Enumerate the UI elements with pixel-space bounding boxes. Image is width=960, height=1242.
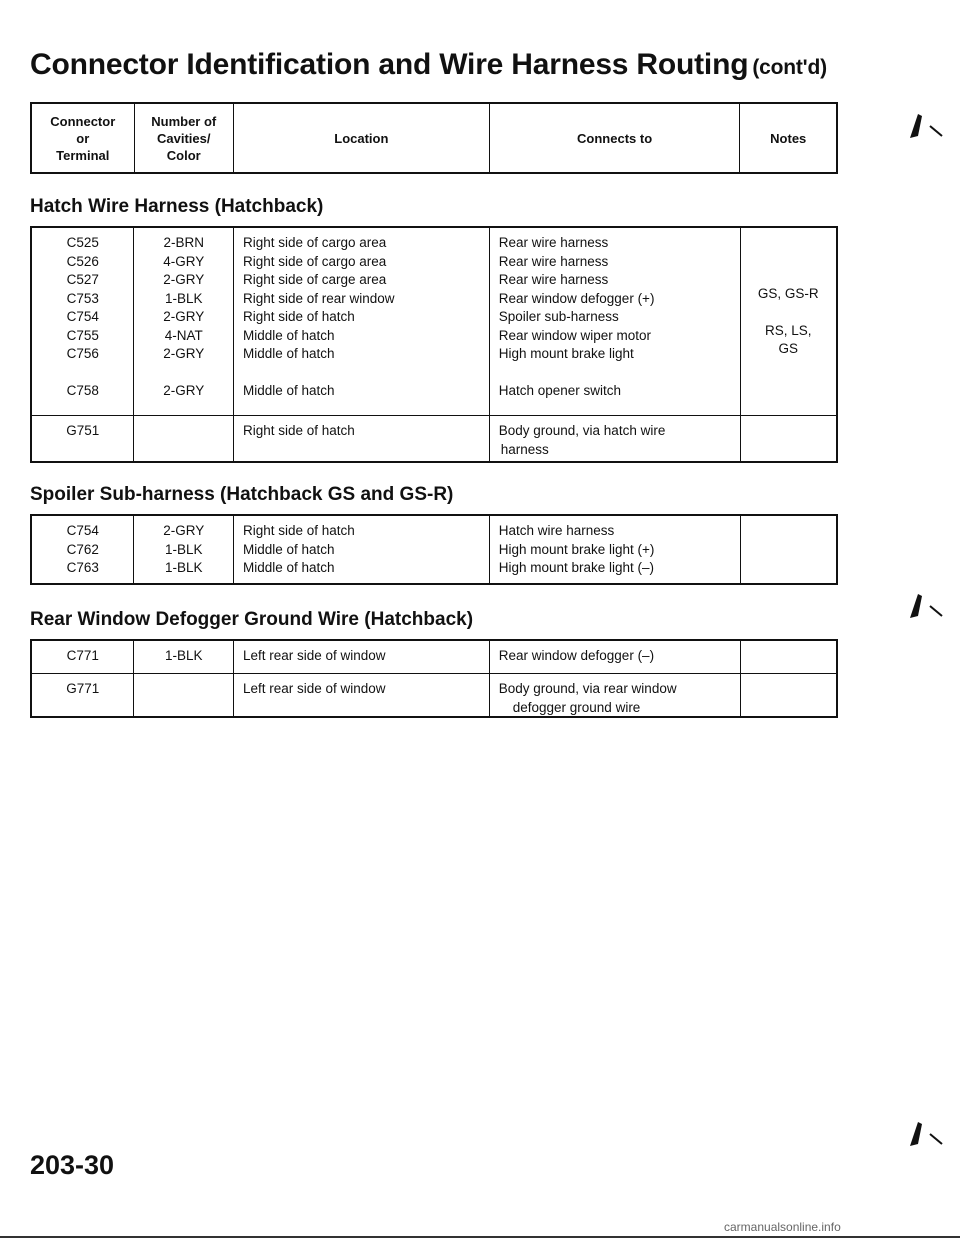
cell-connects-to bbox=[490, 641, 741, 673]
connects-to-value: Rear wire harness bbox=[498, 253, 609, 269]
connector-id: C525 bbox=[66, 235, 99, 250]
location-value: Left rear side of window bbox=[242, 681, 386, 696]
connector-id: C527 bbox=[66, 272, 99, 287]
cell-connects-to bbox=[490, 228, 741, 415]
location-value: Middle of hatch bbox=[242, 541, 335, 557]
table-row bbox=[32, 641, 836, 673]
table-row bbox=[32, 415, 836, 461]
notes-value: RS, LS, bbox=[764, 322, 812, 338]
cavities-value: 1-BLK bbox=[164, 648, 203, 663]
location-value: Middle of hatch bbox=[242, 346, 335, 361]
location-value: Right side of hatch bbox=[242, 423, 355, 438]
binder-mark-icon bbox=[908, 592, 922, 614]
location-value: Right side of hatch bbox=[242, 309, 355, 324]
connects-to-value: Body ground, via hatch wire bbox=[498, 423, 666, 438]
cavities-value: 2-BRN bbox=[163, 235, 204, 250]
cell-connector bbox=[32, 416, 134, 461]
cavities-value: 2-GRY bbox=[163, 523, 205, 538]
section-title-hatch: Hatch Wire Harness (Hatchback) bbox=[30, 196, 324, 217]
connects-to-value: Rear window defogger (–) bbox=[498, 648, 655, 663]
cell-location bbox=[234, 416, 490, 461]
connects-to-value: Rear window wiper motor bbox=[498, 327, 652, 343]
connects-to-value: harness bbox=[500, 441, 549, 457]
binder-mark-icon bbox=[908, 112, 922, 134]
section-title-spoiler: Spoiler Sub-harness (Hatchback GS and GS-R) bbox=[30, 484, 454, 505]
cell-connector bbox=[32, 641, 134, 673]
cell-location bbox=[234, 516, 490, 583]
page-title-suffix: (cont'd) bbox=[752, 56, 827, 79]
connector-id: C771 bbox=[66, 648, 99, 663]
connects-to-value: Hatch opener switch bbox=[498, 383, 622, 398]
connects-to-value: Hatch wire harness bbox=[498, 523, 615, 538]
connector-id: C756 bbox=[66, 346, 99, 361]
cell-location bbox=[234, 641, 490, 673]
connector-id: C753 bbox=[66, 290, 99, 306]
cell-connector bbox=[32, 516, 134, 583]
header-location-label: Location bbox=[334, 130, 389, 146]
connects-to-value: defogger ground wire bbox=[512, 699, 641, 715]
cell-notes bbox=[741, 416, 837, 461]
header-connector-label: Connector or Terminal bbox=[50, 113, 116, 163]
table-row bbox=[32, 516, 836, 583]
header-cavities-label: Number of Cavities/ Color bbox=[151, 113, 217, 163]
column-header bbox=[30, 102, 838, 174]
cell-connects-to bbox=[490, 674, 741, 716]
header-notes bbox=[740, 104, 836, 172]
cell-cavities bbox=[134, 516, 234, 583]
cell-location bbox=[234, 228, 490, 415]
notes-value: GS, GS-R bbox=[757, 286, 819, 302]
binder-mark-icon bbox=[908, 1120, 922, 1142]
header-location bbox=[234, 104, 490, 172]
table-row bbox=[32, 228, 836, 415]
cavities-value: 4-NAT bbox=[164, 327, 203, 343]
cavities-value: 2-GRY bbox=[163, 346, 205, 361]
cavities-value: 1-BLK bbox=[164, 560, 203, 575]
cell-cavities bbox=[134, 641, 234, 673]
location-value: Middle of hatch bbox=[242, 327, 335, 343]
location-value: Right side of rear window bbox=[242, 290, 395, 306]
table-spoiler bbox=[30, 514, 838, 585]
cell-notes bbox=[741, 228, 837, 415]
connector-id: C526 bbox=[66, 253, 99, 269]
cell-connector bbox=[32, 228, 134, 415]
connector-id: G751 bbox=[66, 423, 100, 438]
cavities-value: 2-GRY bbox=[163, 309, 205, 324]
connects-to-value: Rear wire harness bbox=[498, 272, 609, 287]
location-value: Left rear side of window bbox=[242, 648, 386, 663]
location-value: Right side of cargo area bbox=[242, 253, 387, 269]
connector-id: C762 bbox=[66, 541, 99, 557]
connects-to-value: Body ground, via rear window bbox=[498, 681, 677, 696]
cavities-value: 2-GRY bbox=[163, 383, 205, 398]
cell-location bbox=[234, 674, 490, 716]
cell-notes bbox=[741, 516, 837, 583]
connector-id: C758 bbox=[66, 383, 99, 398]
table-hatch bbox=[30, 226, 838, 463]
cell-notes bbox=[741, 641, 837, 673]
page-title-main: Connector Identification and Wire Harness Routing bbox=[30, 48, 749, 81]
section-title-defogger: Rear Window Defogger Ground Wire (Hatchback) bbox=[30, 609, 474, 630]
location-value: Right side of carge area bbox=[242, 272, 387, 287]
connector-id: G771 bbox=[66, 681, 100, 696]
table-row bbox=[32, 673, 836, 716]
cell-connects-to bbox=[490, 416, 741, 461]
connects-to-value: Spoiler sub-harness bbox=[498, 309, 619, 324]
watermark-text: carmanualsonline.info bbox=[724, 1220, 841, 1234]
connector-id: C763 bbox=[66, 560, 99, 575]
cell-cavities bbox=[134, 416, 234, 461]
cavities-value bbox=[134, 364, 233, 383]
footer-rule bbox=[0, 1236, 960, 1238]
cavities-value: 1-BLK bbox=[164, 541, 203, 557]
cell-cavities bbox=[134, 674, 234, 716]
location-value bbox=[243, 364, 489, 383]
header-notes-label: Notes bbox=[770, 130, 807, 146]
cell-notes bbox=[741, 674, 837, 716]
location-value: Middle of hatch bbox=[242, 560, 335, 575]
connects-to-value bbox=[499, 364, 740, 383]
header-connects-to-label: Connects to bbox=[577, 130, 653, 146]
connector-id: C754 bbox=[66, 523, 99, 538]
header-connector bbox=[32, 104, 135, 172]
connects-to-value: High mount brake light (+) bbox=[498, 541, 655, 557]
location-value: Right side of hatch bbox=[242, 523, 355, 538]
connects-to-value: Rear wire harness bbox=[498, 235, 609, 250]
header-cavities bbox=[135, 104, 235, 172]
page-number: 203-30 bbox=[30, 1150, 115, 1180]
connector-id: C755 bbox=[66, 327, 99, 343]
cavities-value: 1-BLK bbox=[164, 290, 203, 306]
location-value: Right side of cargo area bbox=[242, 235, 387, 250]
connector-id: C754 bbox=[66, 309, 99, 324]
connects-to-value: High mount brake light (–) bbox=[498, 560, 655, 575]
cavities-value: 2-GRY bbox=[163, 272, 205, 287]
location-value: Middle of hatch bbox=[242, 383, 335, 398]
page-title bbox=[30, 48, 827, 82]
notes-value: GS bbox=[778, 341, 799, 357]
connector-id bbox=[32, 364, 133, 383]
cavities-value: 4-GRY bbox=[163, 253, 205, 269]
connects-to-value: Rear window defogger (+) bbox=[498, 290, 655, 306]
header-connects-to bbox=[490, 104, 741, 172]
table-defogger bbox=[30, 639, 838, 718]
cell-connects-to bbox=[490, 516, 741, 583]
cell-connector bbox=[32, 674, 134, 716]
cell-cavities bbox=[134, 228, 234, 415]
connects-to-value: High mount brake light bbox=[498, 346, 634, 361]
